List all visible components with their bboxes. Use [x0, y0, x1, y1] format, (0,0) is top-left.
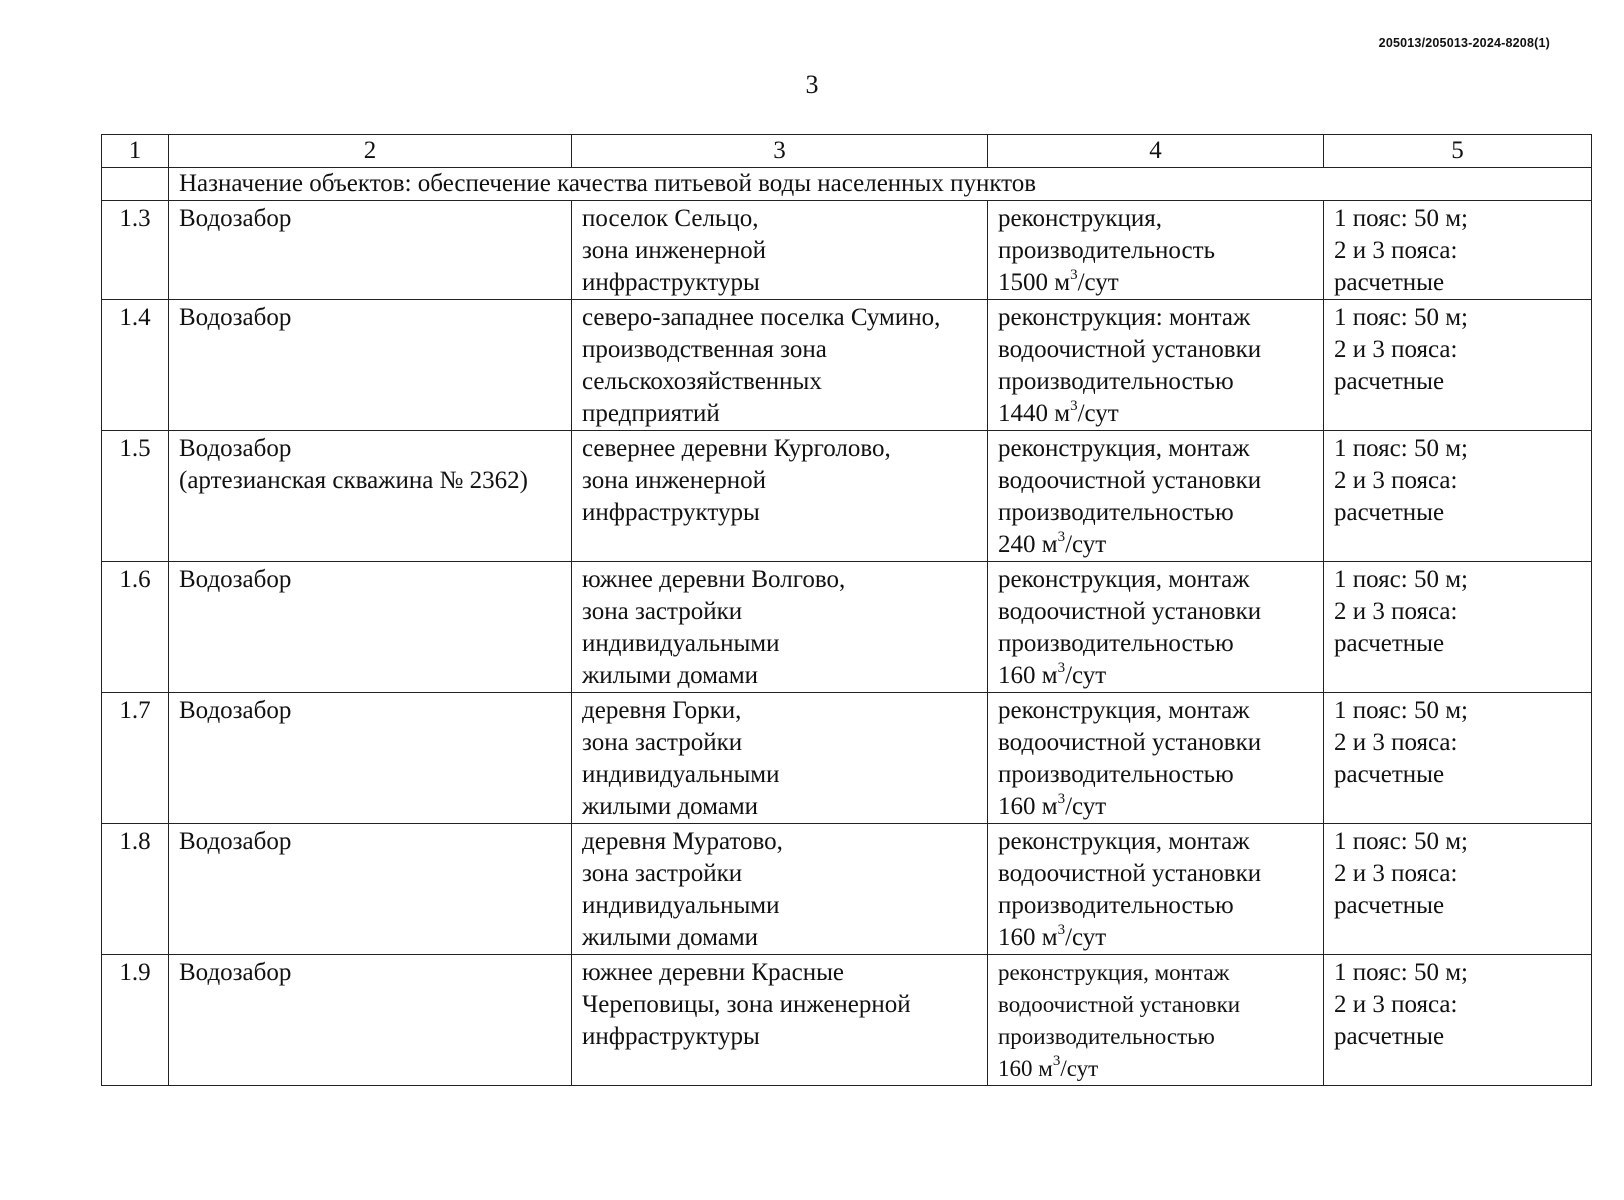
location-line: индивидуальными: [582, 892, 780, 919]
works-line: водоочистной установки: [998, 992, 1241, 1017]
column-header-4: 4: [988, 135, 1324, 168]
location-line: зона инженерной: [582, 237, 766, 264]
zone-line: 1 пояс: 50 м;: [1334, 828, 1468, 855]
object-location: [572, 300, 988, 431]
table-row: [102, 562, 1592, 693]
location-line: жилыми домами: [582, 662, 759, 689]
object-name: [169, 693, 572, 824]
object-name: [169, 955, 572, 1086]
location-line: индивидуальными: [582, 761, 780, 788]
object-location: [572, 955, 988, 1086]
column-header-5: 5: [1324, 135, 1592, 168]
object-name-line: Водозабор: [179, 959, 292, 986]
works-line: реконструкция, монтаж: [998, 697, 1250, 724]
location-line: сельскохозяйственных: [582, 368, 822, 395]
table-row: [102, 201, 1592, 300]
protection-zones: [1324, 300, 1592, 431]
capacity-exponent: 3: [1057, 660, 1066, 676]
object-name: [169, 201, 572, 300]
works-line: водоочистной установки: [998, 336, 1262, 363]
row-number: 1.3: [102, 201, 169, 300]
zone-line: расчетные: [1334, 368, 1445, 395]
zone-line: 2 и 3 пояса:: [1334, 991, 1458, 1018]
table-row: [102, 955, 1592, 1086]
water-intake-table: [101, 134, 1592, 1086]
capacity-line: [998, 529, 1313, 561]
object-name-line: (артезианская скважина № 2362): [179, 467, 528, 494]
section-number-cell: [102, 168, 169, 201]
works-line: реконструкция, монтаж: [998, 960, 1230, 985]
capacity-line: [998, 791, 1313, 823]
location-line: жилыми домами: [582, 793, 759, 820]
zone-line: расчетные: [1334, 499, 1445, 526]
location-line: севернее деревни Курголово,: [582, 435, 891, 462]
works-description: [988, 562, 1324, 693]
location-line: деревня Муратово,: [582, 828, 783, 855]
capacity-value: 160 м: [998, 924, 1058, 951]
table-body: [102, 135, 1592, 1086]
zone-line: расчетные: [1334, 1023, 1445, 1050]
location-line: Череповицы, зона инженерной: [582, 991, 911, 1018]
capacity-unit: /сут: [1060, 1056, 1099, 1081]
row-number: 1.9: [102, 955, 169, 1086]
capacity-line: [998, 267, 1313, 299]
location-line: зона застройки: [582, 598, 743, 625]
capacity-unit: /сут: [1065, 793, 1107, 820]
zone-line: 2 и 3 пояса:: [1334, 860, 1458, 887]
location-line: северо-западнее поселка Сумино,: [582, 304, 941, 331]
column-header-2: 2: [169, 135, 572, 168]
object-name-line: Водозабор: [179, 205, 292, 232]
works-description: [988, 201, 1324, 300]
capacity-line: [998, 660, 1313, 692]
works-line: производительностью: [998, 630, 1234, 657]
page-number: 3: [805, 70, 819, 99]
works-description: [988, 300, 1324, 431]
works-description: [988, 955, 1324, 1086]
section-title: Назначение объектов: обеспечение качества питьевой воды населенных пунктов: [169, 168, 1592, 201]
zone-line: 1 пояс: 50 м;: [1334, 304, 1468, 331]
works-line: производительность: [998, 237, 1215, 264]
capacity-exponent: 3: [1070, 267, 1078, 283]
capacity-value: 240 м: [998, 531, 1058, 558]
capacity-unit: /сут: [1065, 531, 1107, 558]
zone-line: 1 пояс: 50 м;: [1334, 435, 1468, 462]
works-line: водоочистной установки: [998, 729, 1262, 756]
zone-line: 1 пояс: 50 м;: [1334, 959, 1468, 986]
location-line: зона застройки: [582, 860, 743, 887]
table-row: [102, 431, 1592, 562]
capacity-exponent: 3: [1070, 398, 1078, 414]
row-number: 1.7: [102, 693, 169, 824]
works-line: реконструкция, монтаж: [998, 828, 1250, 855]
capacity-value: 160 м: [998, 662, 1058, 689]
capacity-value: 160 м: [998, 1056, 1053, 1081]
zone-line: 2 и 3 пояса:: [1334, 336, 1458, 363]
column-header-3: 3: [572, 135, 988, 168]
location-line: жилыми домами: [582, 924, 759, 951]
works-line: реконструкция, монтаж: [998, 566, 1250, 593]
zone-line: 2 и 3 пояса:: [1334, 598, 1458, 625]
protection-zones: [1324, 955, 1592, 1086]
location-line: деревня Горки,: [582, 697, 742, 724]
object-name-line: Водозабор: [179, 697, 292, 724]
works-line: производительностью: [998, 1024, 1215, 1049]
capacity-exponent: 3: [1057, 922, 1066, 938]
object-name: [169, 300, 572, 431]
object-name-line: Водозабор: [179, 304, 292, 331]
location-line: инфраструктуры: [582, 1023, 760, 1050]
works-line: производительностью: [998, 892, 1234, 919]
location-line: зона инженерной: [582, 467, 766, 494]
zone-line: 2 и 3 пояса:: [1334, 467, 1458, 494]
capacity-line: [998, 398, 1313, 430]
capacity-value: 160 м: [998, 793, 1058, 820]
object-name-line: Водозабор: [179, 435, 292, 462]
object-name-line: Водозабор: [179, 566, 292, 593]
capacity-exponent: 3: [1052, 1053, 1061, 1069]
works-description: [988, 693, 1324, 824]
table-row: [102, 300, 1592, 431]
works-description: [988, 431, 1324, 562]
object-location: [572, 431, 988, 562]
protection-zones: [1324, 431, 1592, 562]
capacity-unit: /сут: [1065, 662, 1107, 689]
works-line: производительностью: [998, 499, 1234, 526]
zone-line: 1 пояс: 50 м;: [1334, 566, 1468, 593]
works-description: [988, 824, 1324, 955]
object-location: [572, 693, 988, 824]
capacity-unit: /сут: [1065, 924, 1107, 951]
object-location: [572, 562, 988, 693]
capacity-value: 1440 м: [998, 400, 1071, 427]
location-line: южнее деревни Волгово,: [582, 566, 846, 593]
table-row: [102, 693, 1592, 824]
capacity-unit: /сут: [1077, 400, 1119, 427]
location-line: предприятий: [582, 400, 720, 427]
document-id: 205013/205013-2024-8208(1): [1378, 36, 1550, 50]
zone-line: 1 пояс: 50 м;: [1334, 697, 1468, 724]
location-line: инфраструктуры: [582, 499, 760, 526]
zone-line: 2 и 3 пояса:: [1334, 237, 1458, 264]
works-line: реконструкция: монтаж: [998, 304, 1251, 331]
capacity-exponent: 3: [1057, 529, 1066, 545]
zone-line: расчетные: [1334, 269, 1445, 296]
works-line: водоочистной установки: [998, 467, 1262, 494]
location-line: производственная зона: [582, 336, 827, 363]
protection-zones: [1324, 562, 1592, 693]
object-name: [169, 431, 572, 562]
capacity-unit: /сут: [1077, 269, 1119, 296]
zone-line: 2 и 3 пояса:: [1334, 729, 1458, 756]
zone-line: 1 пояс: 50 м;: [1334, 205, 1468, 232]
capacity-exponent: 3: [1057, 791, 1066, 807]
object-location: [572, 201, 988, 300]
works-line: водоочистной установки: [998, 598, 1262, 625]
section-row: [102, 168, 1592, 201]
column-header-1: 1: [102, 135, 169, 168]
location-line: индивидуальными: [582, 630, 780, 657]
header-row: [102, 135, 1592, 168]
object-name-line: Водозабор: [179, 828, 292, 855]
location-line: поселок Сельцо,: [582, 205, 759, 232]
works-line: производительностью: [998, 761, 1234, 788]
zone-line: расчетные: [1334, 630, 1445, 657]
capacity-line: [998, 922, 1313, 954]
zone-line: расчетные: [1334, 892, 1445, 919]
protection-zones: [1324, 693, 1592, 824]
row-number: 1.6: [102, 562, 169, 693]
works-line: водоочистной установки: [998, 860, 1262, 887]
table-row: [102, 824, 1592, 955]
row-number: 1.4: [102, 300, 169, 431]
works-line: реконструкция,: [998, 205, 1163, 232]
row-number: 1.8: [102, 824, 169, 955]
capacity-value: 1500 м: [998, 269, 1071, 296]
object-name: [169, 824, 572, 955]
protection-zones: [1324, 201, 1592, 300]
capacity-line: [998, 1053, 1313, 1085]
location-line: зона застройки: [582, 729, 743, 756]
works-line: производительностью: [998, 368, 1234, 395]
location-line: инфраструктуры: [582, 269, 760, 296]
object-name: [169, 562, 572, 693]
location-line: южнее деревни Красные: [582, 959, 845, 986]
zone-line: расчетные: [1334, 761, 1445, 788]
works-line: реконструкция, монтаж: [998, 435, 1250, 462]
row-number: 1.5: [102, 431, 169, 562]
object-location: [572, 824, 988, 955]
protection-zones: [1324, 824, 1592, 955]
